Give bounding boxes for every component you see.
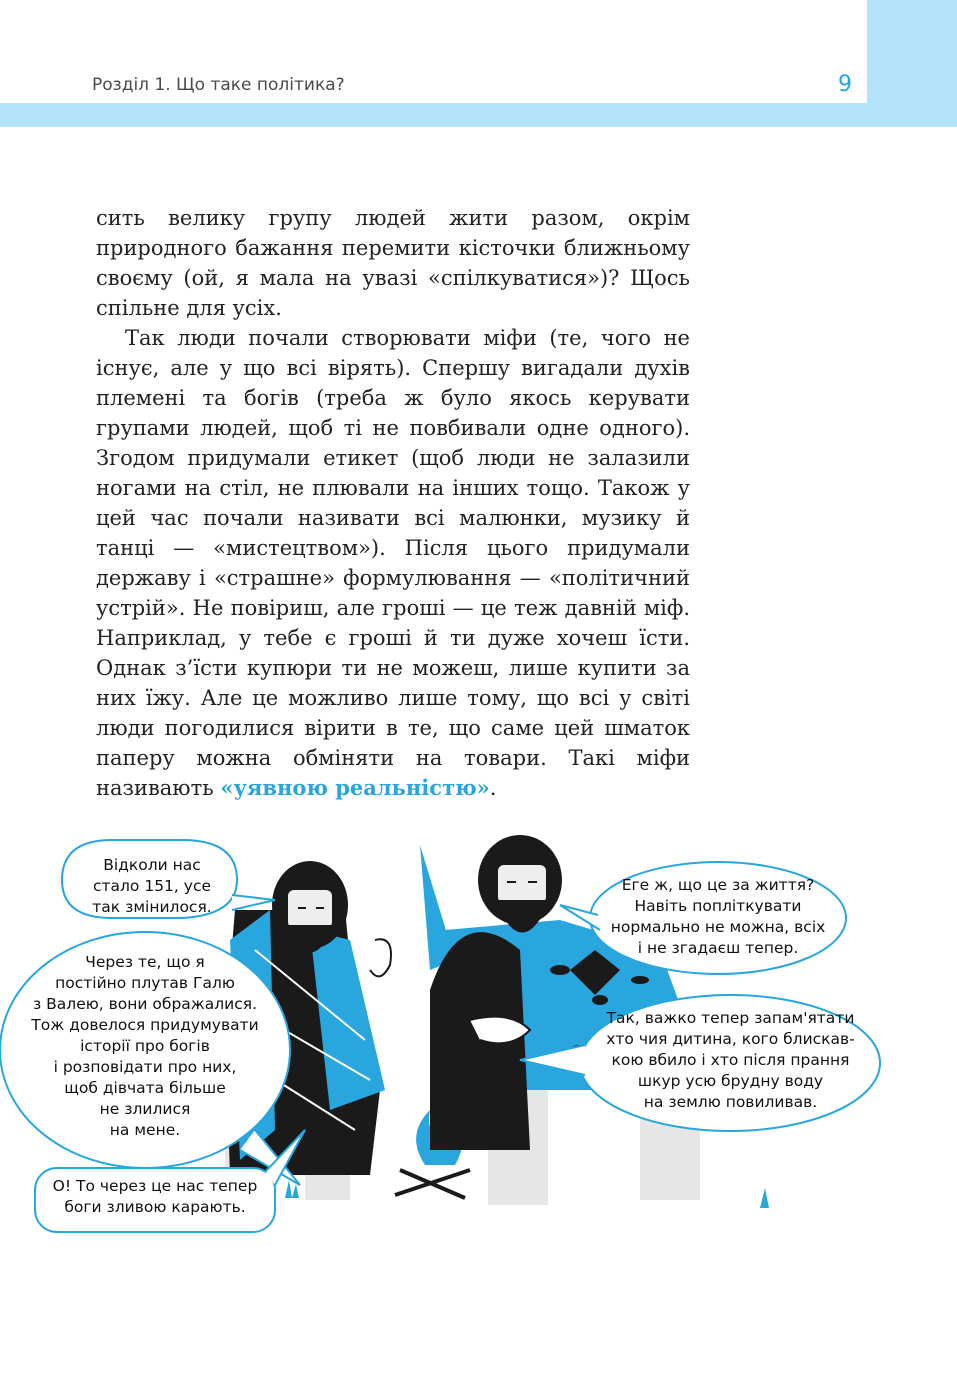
speech-bubble-4: Еге ж, що це за життя? Навіть попліткувати нормально не можна, всіх і не згадаєш тепер. xyxy=(610,876,826,957)
paragraph-2 xyxy=(96,323,690,803)
paragraph-2-text: Так люди почали створювати міфи (те, чого не існує, але у що всі вірять). Спершу вигадали духів племені та богів (треба ж було якось керувати групами людей, щоб ті не повбивали одне одного). Згодом придумали етикет (щоб люди не залазили ногами на стіл, не плювали на інших тощо. Також у цей час почали називати всі малюнки, музику й танці — «мистецтвом»). Після цього придумали державу і «страшне» формулювання — «політичний устрій». Не повіриш, але гроші — це теж давній міф. Наприклад, у тебе є гроші й ти дуже хочеш їсти. Однак з’їсти купюри ти не можеш, лише купити за них їжу. Але це можливо лише тому, що всі у світі люди погодилися вірити в те, що саме цей шматок паперу можна обміняти на товари. Такі міфи називають xyxy=(96,326,690,800)
speech-bubble-1: Відколи нас стало 151, усе так змінилося. xyxy=(92,856,212,916)
paragraph-1: сить велику групу людей жити разом, окрім природного бажання перемити кісточки ближньому своєму (ой, я мала на увазі «спілкуватися»)? Щось спільне для усіх. xyxy=(96,206,690,320)
speech-bubble-5: Так, важко тепер запам'ятати хто чия дитина, кого блискав- кою вбило і хто після прання шкур усю брудну воду на землю повиливав. xyxy=(606,1009,855,1111)
paragraph-2-end: . xyxy=(489,776,497,800)
highlighted-term: «уявною реальністю» xyxy=(220,775,490,800)
body-text xyxy=(96,203,690,803)
page-header xyxy=(0,0,957,130)
page-number: 9 xyxy=(838,72,852,97)
header-tab xyxy=(867,0,957,127)
chapter-title: Розділ 1. Що таке політика? xyxy=(92,75,345,95)
speech-bubble-2: Через те, що я постійно плутав Галю з Валею, вони ображалися. Тож довелося придумувати історії про богів і розповідати про них, щоб дівчата більше не злилися на мене. xyxy=(31,953,259,1139)
speech-bubble-3: О! То через це нас тепер боги зливою карають. xyxy=(52,1177,258,1216)
comic-illustration xyxy=(0,830,957,1250)
header-strip xyxy=(0,103,867,127)
